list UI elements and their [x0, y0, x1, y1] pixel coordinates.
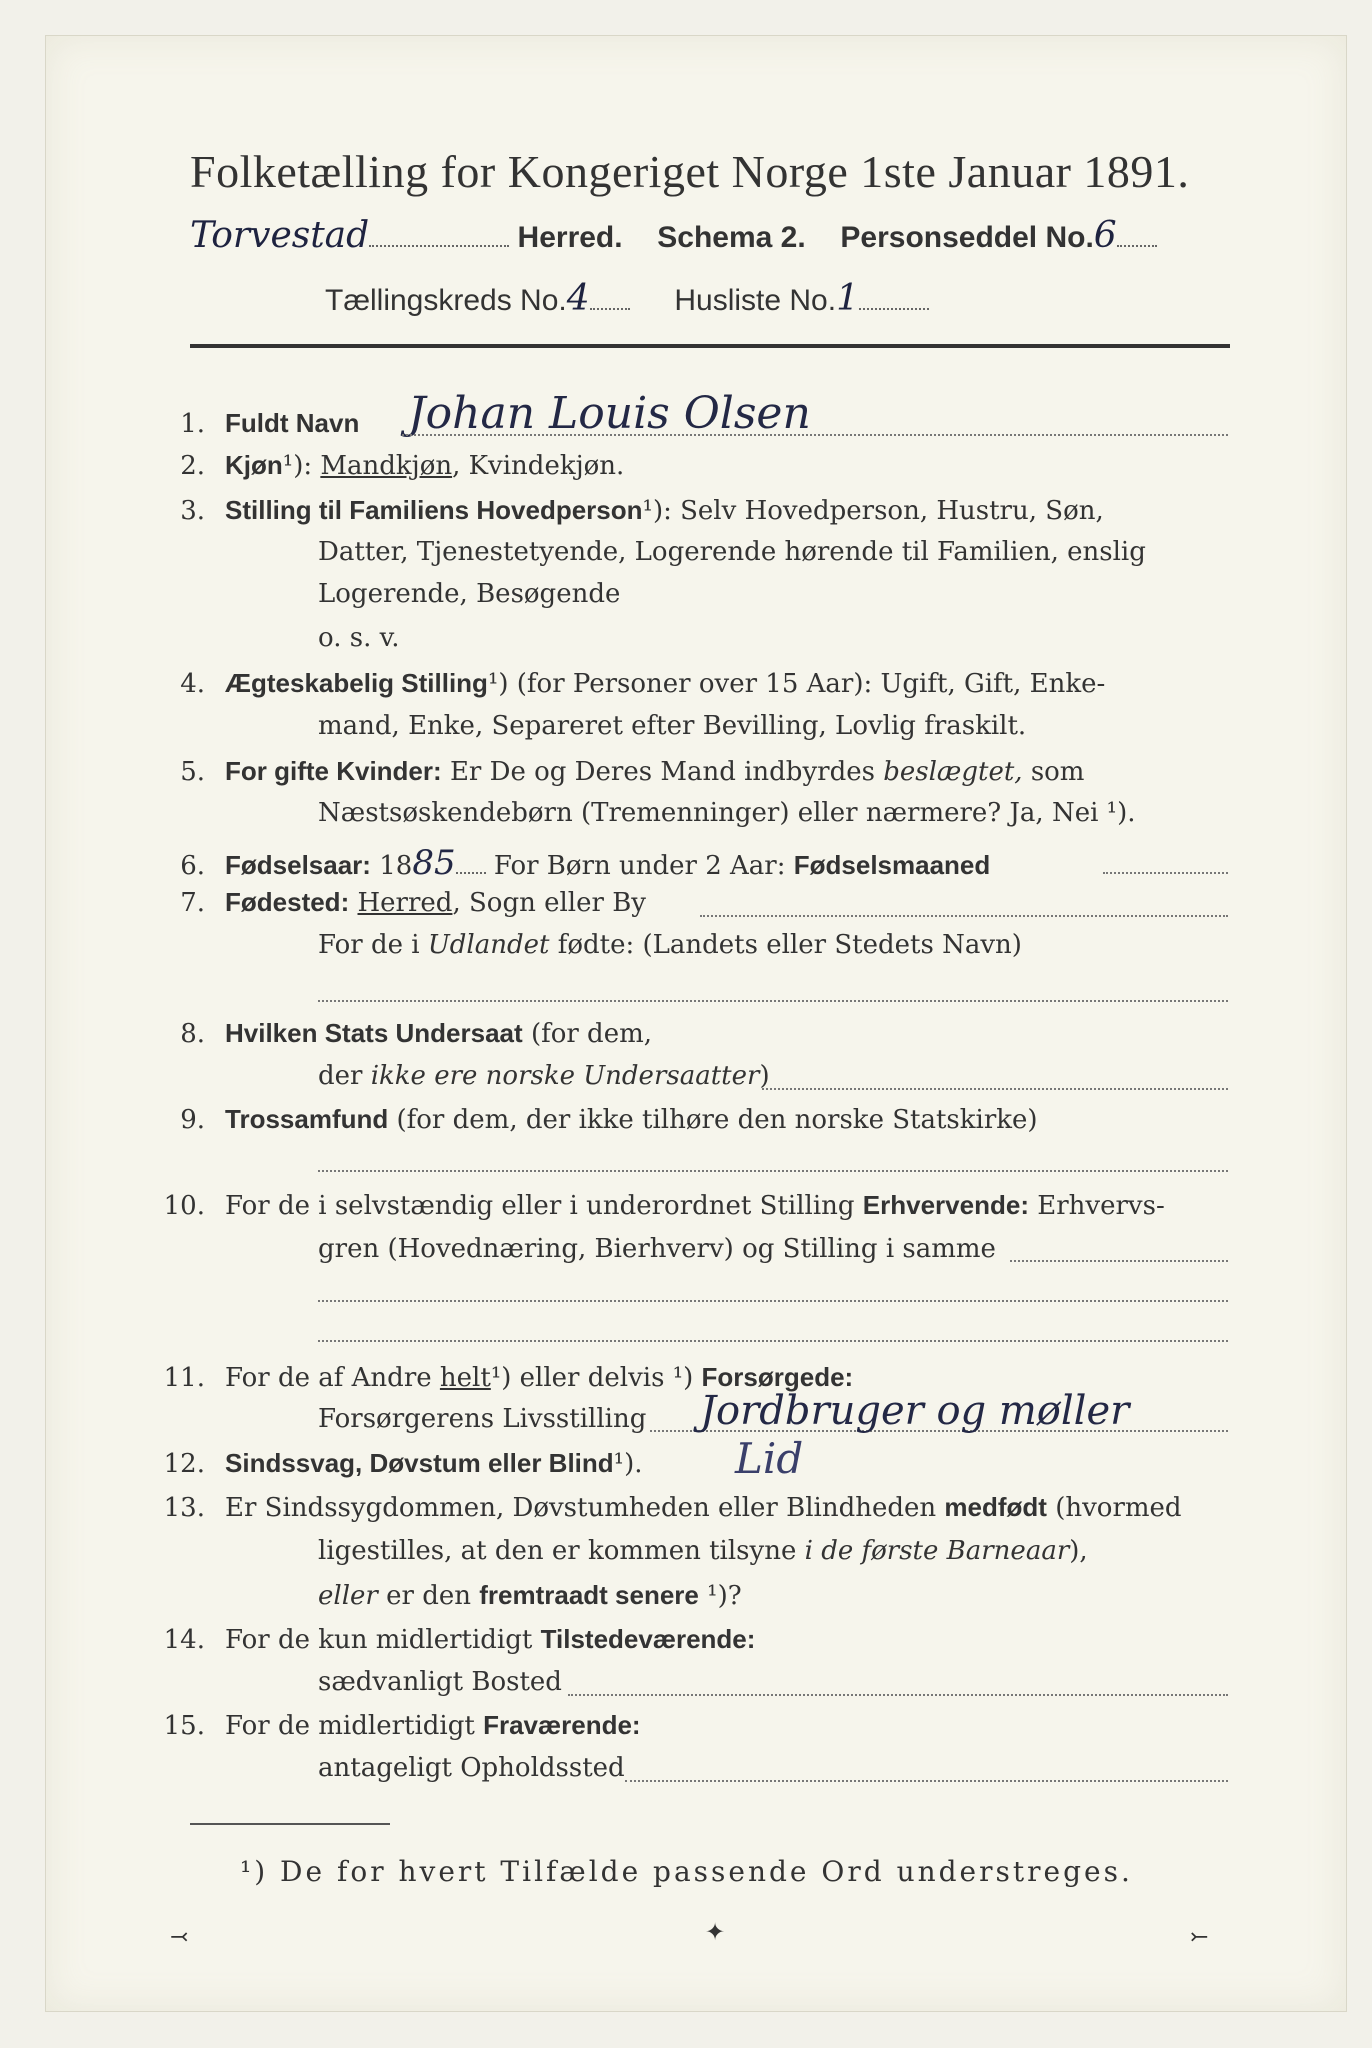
herred-handwritten-value: Torvestad	[190, 215, 370, 256]
item-11-text-1b: ¹) eller delvis ¹)	[490, 1363, 694, 1393]
item-3-line-4: o. s. v.	[318, 623, 400, 653]
item-7-number: 7.	[180, 888, 205, 918]
header-rule	[190, 344, 1230, 348]
husliste-dotted-fill	[859, 307, 929, 310]
disability-handwritten: Lid	[735, 1434, 804, 1483]
item-15-number: 15.	[163, 1711, 205, 1741]
taellingskreds-dotted-fill	[590, 307, 630, 310]
item-2-number: 2.	[180, 451, 205, 481]
item-4-label: Ægteskabelig Stilling	[225, 668, 488, 698]
item-2	[150, 450, 624, 481]
item-8-number: 8.	[180, 1019, 205, 1049]
stray-mark-right: ⤚	[1190, 1925, 1209, 1950]
item-13-text-2a: ligestilles, at den er kommen tilsyne	[318, 1536, 797, 1566]
item-8-text-2c: )	[759, 1061, 770, 1091]
item-13-text-1b: (hvormed	[1055, 1493, 1182, 1523]
item-13-text-3b: er den	[386, 1581, 471, 1611]
item-7-text-1: , Sogn eller By	[452, 888, 646, 918]
item-9-line-1	[150, 1104, 1038, 1135]
item-12-label: Sindssvag, Døvstum eller Blind	[225, 1448, 614, 1478]
item-3-sup: ¹):	[642, 496, 672, 526]
item-14-text-1: For de kun midlertidigt	[225, 1625, 533, 1655]
item-8-line-1	[150, 1018, 652, 1049]
item-13-text-3a: eller	[318, 1581, 378, 1611]
item-13-text-1a: Er Sindssygdommen, Døvstumheden eller Blindheden	[225, 1493, 937, 1523]
item-4-sup: ¹)	[487, 669, 509, 699]
herred-label: Herred.	[517, 221, 623, 254]
item-4-number: 4.	[180, 669, 205, 699]
header-row-kreds	[325, 278, 929, 319]
item-3-line-2: Datter, Tjenestetyende, Logerende hørende til Familien, enslig	[318, 537, 1146, 567]
birth-year-dotted-fill	[456, 872, 486, 874]
item-6	[150, 843, 990, 883]
item-7-dotted-line-2	[318, 1000, 1228, 1002]
item-4-line-2: mand, Enke, Separeret efter Bevilling, Lovlig fraskilt.	[318, 711, 1027, 741]
item-9-dotted-line	[318, 1170, 1228, 1172]
item-8-label: Hvilken Stats Undersaat	[225, 1018, 523, 1048]
item-9-label: Trossamfund	[225, 1104, 389, 1134]
item-12-number: 12.	[163, 1449, 205, 1479]
item-5-line-2: Næstsøskendebørn (Tremenninger) eller nærmere? Ja, Nei ¹).	[318, 798, 1136, 828]
item-1-label: Fuldt Navn	[225, 408, 360, 438]
item-10-line-1	[150, 1190, 1165, 1221]
item-8-text-1: (for dem,	[530, 1019, 652, 1049]
taellingskreds-handwritten-value: 4	[566, 278, 590, 319]
birth-month-dotted-line	[1103, 872, 1228, 874]
item-5-text-1a: Er De og Deres Mand indbyrdes	[449, 757, 875, 787]
item-11-number: 11.	[163, 1363, 205, 1393]
birth-year-handwritten: 85	[412, 843, 456, 883]
item-5-text-1c: som	[1030, 757, 1085, 787]
item-13-number: 13.	[163, 1493, 205, 1523]
personseddel-dotted-fill	[1117, 244, 1157, 247]
item-13-text-2b: i de første Barneaar	[804, 1536, 1070, 1566]
item-10-line-2: gren (Hovednæring, Bierhverv) og Stilling i samme	[318, 1234, 996, 1264]
item-3-label: Stilling til Familiens Hovedperson	[225, 495, 643, 525]
item-15-line-2: antageligt Opholdssted	[318, 1753, 625, 1783]
personseddel-handwritten-value: 6	[1093, 215, 1117, 256]
item-13-text-3c: ¹)?	[707, 1581, 742, 1611]
item-13-line-1	[150, 1492, 1182, 1523]
item-13-text-2c: ),	[1069, 1536, 1088, 1566]
item-13-label: medfødt	[944, 1492, 1047, 1522]
taellingskreds-label: Tællingskreds No.	[325, 284, 567, 317]
item-13-line-2	[318, 1536, 1088, 1566]
item-6-label: Fødselsaar:	[225, 850, 371, 880]
birth-year-prefix: 18	[379, 851, 413, 881]
option-herred-underlined: Herred	[357, 888, 453, 918]
item-8-line-2	[318, 1061, 770, 1091]
item-7-text-2a: For de i	[318, 930, 420, 960]
item-7-text-2b: Udlandet	[427, 930, 550, 960]
item-2-sup: ¹):	[282, 451, 313, 481]
item-8-text-2b: ikke ere norske Undersaatter	[370, 1061, 760, 1091]
item-15-dotted-line	[625, 1780, 1228, 1782]
item-3-text-1: Selv Hovedperson, Hustru, Søn,	[680, 496, 1104, 526]
item-15-line-1	[150, 1710, 641, 1741]
schema-label: Schema 2.	[657, 221, 806, 254]
item-14-dotted-line	[568, 1694, 1228, 1696]
item-3-line-1	[150, 495, 1104, 526]
item-4-text-1: (for Personer over 15 Aar): Ugift, Gift, Enke-	[516, 669, 1106, 699]
full-name-handwritten: Johan Louis Olsen	[408, 388, 811, 439]
provider-occupation-handwritten: Jordbruger og møller	[700, 1388, 1130, 1434]
option-kvindekjon: , Kvindekjøn.	[452, 451, 625, 481]
item-13-label-2: fremtraadt senere	[479, 1580, 699, 1610]
item-7-line-1	[150, 887, 646, 918]
husliste-label: Husliste No.	[674, 284, 837, 317]
personseddel-label: Personseddel No.	[840, 221, 1094, 254]
item-1-dotted-line	[402, 434, 1228, 436]
item-8-dotted-line	[762, 1088, 1228, 1090]
item-6-number: 6.	[180, 851, 205, 881]
item-7-text-2c: fødte: (Landets eller Stedets Navn)	[557, 930, 1022, 960]
option-helt-underlined: helt	[439, 1363, 491, 1393]
item-5-label: For gifte Kvinder:	[225, 756, 442, 786]
item-6-text: For Børn under 2 Aar:	[493, 851, 786, 881]
herred-dotted-fill	[369, 244, 509, 247]
item-12	[150, 1448, 643, 1479]
husliste-handwritten-value: 1	[836, 278, 859, 319]
item-10-dotted-line-1	[1010, 1260, 1228, 1262]
item-7-line-2	[318, 930, 1022, 960]
item-10-number: 10.	[163, 1191, 205, 1221]
item-7-dotted-line	[700, 915, 1228, 917]
item-14-line-2: sædvanligt Bosted	[318, 1667, 562, 1697]
stray-mark-left: ⤙	[170, 1925, 189, 1950]
item-7-label: Fødested:	[225, 887, 350, 917]
item-12-sup: ¹).	[613, 1449, 643, 1479]
item-11-text-1a: For de af Andre	[225, 1363, 432, 1393]
option-mandkjon-underlined: Mandkjøn	[320, 451, 453, 481]
footnote: ¹) De for hvert Tilfælde passende Ord understreges.	[240, 1855, 1133, 1888]
item-10-text-1b: Erhvervs-	[1037, 1191, 1165, 1221]
item-6-label-2: Fødselsmaaned	[793, 850, 991, 880]
form-title: Folketælling for Kongeriget Norge 1ste Januar 1891.	[190, 146, 1190, 197]
item-10-dotted-line-3	[318, 1340, 1228, 1342]
item-13-line-3	[318, 1580, 742, 1611]
stray-mark-center: ✦	[705, 1918, 726, 1946]
item-14-number: 14.	[163, 1625, 205, 1655]
item-15-label: Fraværende:	[483, 1710, 641, 1740]
item-5-line-1	[150, 756, 1084, 787]
item-14-label: Tilstedeværende:	[540, 1624, 756, 1654]
item-1-number: 1.	[180, 409, 205, 439]
item-10-dotted-line-2	[318, 1300, 1228, 1302]
item-8-text-2a: der	[318, 1061, 363, 1091]
item-14-line-1	[150, 1624, 755, 1655]
item-9-text-1: (for dem, der ikke tilhøre den norske Statskirke)	[396, 1105, 1038, 1135]
item-15-text-1: For de midlertidigt	[225, 1711, 475, 1741]
item-4-line-1	[150, 668, 1105, 699]
item-5-text-1b: beslægtet,	[883, 757, 1023, 787]
item-11-label: Forsørgede:	[701, 1362, 854, 1392]
item-5-number: 5.	[180, 757, 205, 787]
item-10-text-1a: For de i selvstændig eller i underordnet Stilling	[225, 1191, 855, 1221]
item-3-line-3: Logerende, Besøgende	[318, 579, 621, 609]
item-10-label: Erhvervende:	[862, 1190, 1029, 1220]
item-2-label: Kjøn	[225, 450, 283, 480]
item-3-number: 3.	[180, 496, 205, 526]
item-1	[150, 408, 359, 439]
item-11-line-2: Forsørgerens Livsstilling	[318, 1404, 647, 1434]
footnote-rule	[190, 1823, 390, 1825]
header-row-herred	[190, 215, 1157, 256]
item-9-number: 9.	[180, 1105, 205, 1135]
